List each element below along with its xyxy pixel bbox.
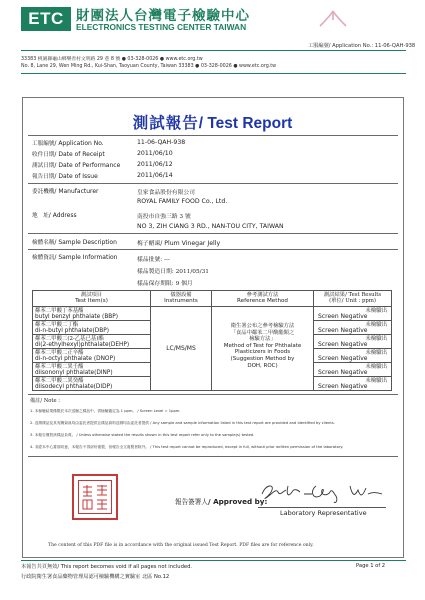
row-6-item-en: diisodecyl phthalate(DIDP) xyxy=(35,383,113,390)
row-2-item-en: di-n-butyl phthalate(DBP) xyxy=(35,327,109,334)
label-date-issue: 報告日期/ Date of Issue xyxy=(32,173,98,180)
value-address-en: NO 3, ZIH CIANG 3 RD., NAN-TOU CITY, TAIWAN xyxy=(137,223,284,230)
row-5-result-cn: 未檢驗出 xyxy=(365,363,387,370)
page-number: Page 1 of 2 xyxy=(356,563,386,569)
label-application-no: 工服編號/ Application No. xyxy=(32,140,104,147)
value-manufacturer-cn: 皇家食品股份有限公司 xyxy=(137,190,195,196)
etc-logo: ETC xyxy=(21,7,71,31)
row-2-item-cn: 鄰苯二甲酸二丁酯 xyxy=(35,321,79,328)
note-2: 2. 送測樣品及其有關資訊均由委託者提供且樣品資料送測均由委託者提供 / Any sample and sample information listed in this test report are provided and identified by clients. xyxy=(30,421,335,425)
signature xyxy=(258,480,388,506)
validity-note: 本報告共頁無效/ This report becomes void if all pages not included. xyxy=(21,564,193,570)
accreditation-note: 行政院衛生署食品藥物管理局認可檢驗機構之實驗室 北區 No.12 xyxy=(21,574,170,580)
header-test-results: 測試結果/ Test Results (單位/ Unit : ppm) xyxy=(323,292,382,305)
approved-by-label: 報告簽署人/ Approved by: xyxy=(175,497,268,506)
laboratory-representative: Laboratory Representative xyxy=(280,509,367,517)
header-application-no: 工服編號/ Application No.: 11-06-QAH-938 xyxy=(308,43,416,49)
row-3-result-en: Screen Negative xyxy=(318,340,368,348)
report-title xyxy=(0,111,425,133)
row-1-result-en: Screen Negative xyxy=(318,312,368,320)
org-name-en: ELECTRONICS TESTING CENTER TAIWAN xyxy=(76,22,247,32)
row-2-result-cn: 未檢驗出 xyxy=(365,321,387,328)
value-manufacturer-en: ROYAL FAMILY FOOD Co., Ltd. xyxy=(137,198,228,205)
row-3-item-en: di(2-ethylhexyl)phthalate(DEHP) xyxy=(35,341,130,348)
row-4-result-en: Screen Negative xyxy=(318,354,368,362)
row-3-result-cn: 未檢驗出 xyxy=(365,335,387,342)
row-2-result-en: Screen Negative xyxy=(318,326,368,334)
row-6-result-cn: 未檢驗出 xyxy=(365,377,387,384)
label-manufacturer: 委託機構/ Manufacturer xyxy=(32,188,99,195)
row-6-result-en: Screen Negative xyxy=(318,382,368,390)
note-4: 4. 非經本中心書面同意，本報告不得部份複製，但報告全文複製者除外。 / This test report cannot be reproduced, except in full, without prior written permission of the laboratory. xyxy=(30,445,344,449)
value-date-performance: 2011/06/12 xyxy=(137,161,173,168)
label-date-receipt: 收件日期/ Date of Receipt xyxy=(32,151,105,158)
row-1-item-en: butyl benzyl phthalate (BBP) xyxy=(35,313,119,320)
note-3: 3. 本報告僅對該樣品負責。 / Unless otherwise stated the results shown in this test report refer only to the sample(s) tested. xyxy=(30,433,255,437)
instrument-value: LC/MS/MS xyxy=(166,345,196,352)
row-5-result-en: Screen Negative xyxy=(318,368,368,376)
ribbon-icon xyxy=(318,8,348,30)
report-title-cn: 測試報告 xyxy=(132,113,199,132)
value-sample-shelf-life: 樣品保存期限: 9 個月 xyxy=(137,281,193,287)
row-4-item-en: di-n-octyl phthalate (DNOP) xyxy=(35,355,116,362)
address-line-en: No. 8, Lane 29, Wen Ming Rd., Kui-Shan, Taoyuan County, Taiwan 33383 ● 03-328-0026 ● www.etc.org.tw xyxy=(21,64,277,69)
value-address-cn: 南投市自強三路 3 號 xyxy=(137,214,191,220)
row-3-item-cn: 鄰苯二甲酸二(2-乙基已基)酯 xyxy=(35,335,104,342)
value-sample-lot: 樣品批號: --- xyxy=(137,257,170,263)
header-instruments: 儀器設備 Instruments xyxy=(164,292,198,305)
org-name-cn: 財團法人台灣電子檢驗中心 xyxy=(76,8,250,24)
label-sample-information: 檢體資訊/ Sample Information xyxy=(32,254,118,261)
label-address: 地 址/ Address xyxy=(32,212,77,219)
report-title-en: / Test Report xyxy=(198,115,293,132)
pdf-note: The content of this PDF file is in accordance with the original issued Test Report. PDF files are for reference only. xyxy=(48,543,314,548)
label-sample-description: 檢體名稱/ Sample Description xyxy=(32,239,117,246)
label-date-performance: 測試日期/ Date of Performance xyxy=(32,162,121,169)
official-seal xyxy=(72,474,118,520)
value-application-no: 11-06-QAH-938 xyxy=(137,139,186,146)
value-sample-description: 梅子醋凍/ Plum Vinegar Jelly xyxy=(137,240,221,247)
reference-method: 衛生署公布之參考檢驗方法 「食品中鄰苯二甲酸酯類之 檢驗方法」 Method of Test for Phthalate Plasticizers in Foods (Suggestion Method by DOH, ROC) xyxy=(223,323,302,369)
header-test-items: 測試項目 Test Item(s) xyxy=(75,292,108,305)
row-1-item-cn: 鄰苯二甲酸丁苯基酯 xyxy=(35,307,84,314)
note-1: 1. 本檢驗結果僅限於本次送驗之樣品中，供檢驗確定為 1 ppm。 / Screen Level = 1ppm. xyxy=(30,409,181,413)
row-5-item-en: diisononyl phthalate(DINP) xyxy=(35,369,113,376)
row-1-result-cn: 未檢驗出 xyxy=(365,307,387,314)
notes-title: 備註/ Note : xyxy=(30,398,60,404)
address-line-cn: 33383 桃園縣龜山鄉樂善村文明路 29 巷 8 號 ● 03-328-0026 ● www.etc.org.tw xyxy=(21,57,203,62)
value-sample-mfg-date: 樣品製造日期: 2011/05/31 xyxy=(137,269,209,275)
header-reference-method: 參考測試方法 Reference Method xyxy=(237,292,288,305)
row-5-item-cn: 鄰苯二甲酸二異壬酯 xyxy=(35,363,84,370)
value-date-issue: 2011/06/14 xyxy=(137,172,173,179)
row-4-result-cn: 未檢驗出 xyxy=(365,349,387,356)
row-4-item-cn: 鄰苯二甲酸二正辛酯 xyxy=(35,349,84,356)
value-date-receipt: 2011/06/10 xyxy=(137,150,173,157)
row-6-item-cn: 鄰苯二甲酸二異癸酯 xyxy=(35,377,84,384)
